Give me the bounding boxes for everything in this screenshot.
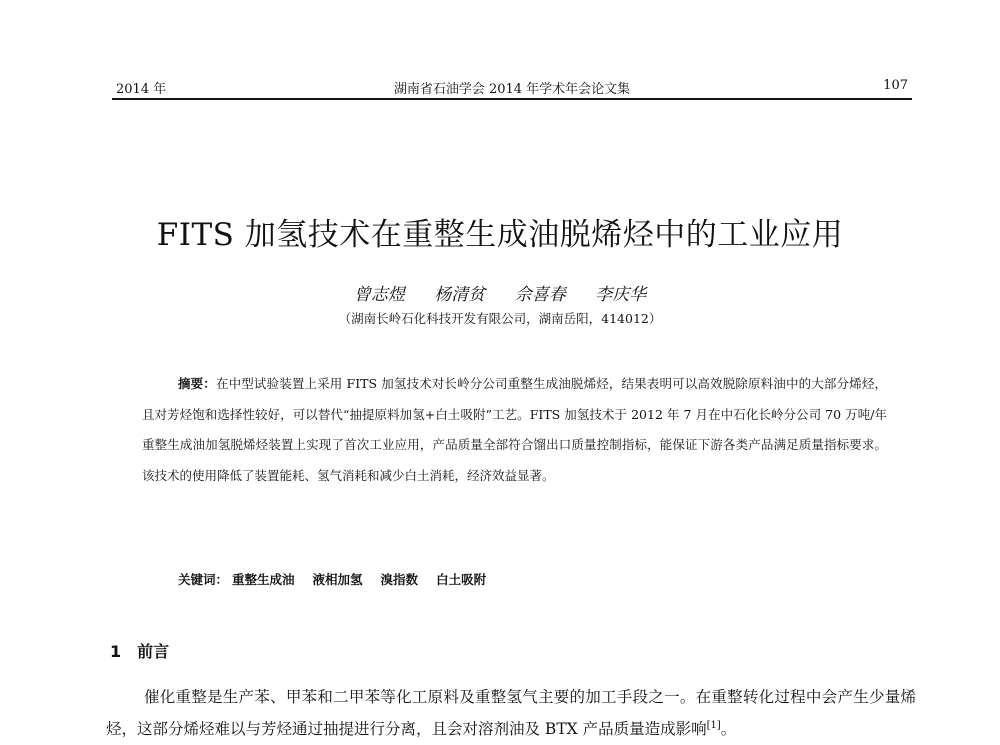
body-text: 催化重整是生产苯、甲苯和二甲苯等化工原料及重整氢气主要的加工手段之一。在重整转化过程中会产生少量烯烃，这部分烯烃难以与芳烃通过抽提进行分离，且会对溶剂油及 BTX 产品质量造成影响 (106, 688, 916, 738)
author-name: 杨清贫 (434, 285, 486, 305)
keywords (178, 570, 504, 588)
header-page-number: 107 (883, 78, 908, 93)
section-title: 前言 (137, 642, 170, 661)
author-name: 曾志煜 (353, 285, 405, 305)
body-text-end: 。 (720, 720, 737, 738)
author-name: 佘喜春 (514, 285, 566, 305)
author-name: 李庆华 (595, 285, 647, 305)
keyword: 溴指数 (380, 572, 419, 587)
header-year: 2014 年 (116, 82, 167, 97)
author-affiliation: （湖南长岭石化科技开发有限公司，湖南岳阳，414012） (338, 311, 662, 326)
citation-marker: [1] (706, 719, 721, 731)
keyword: 液相加氢 (312, 572, 363, 587)
paper-title: FITS 加氢技术在重整生成油脱烯烃中的工业应用 (156, 216, 844, 253)
header-journal-title: 湖南省石油学会 2014 年学术年会论文集 (393, 82, 631, 97)
keyword: 重整生成油 (232, 572, 295, 587)
abstract-text: 在中型试验装置上采用 FITS 加氢技术对长岭分公司重整生成油脱烯烃，结果表明可以高效脱除原料油中的大部分烯烃，且对芳烃饱和选择性较好，可以替代“抽提原料加氢+白土吸附”工艺。FITS 加氢技术于 2012 年 7 月在中石化长岭分公司 70 万吨/年重整生成油加氢脱烯烃装置上实现了首次工业应用，产品质量全部符合馏出口质量控制指标，能保证下游各类产品满足质量指标要求。该技术的使用降低了装置能耗、氢气消耗和减少白土消耗，经济效益显著。 (142, 376, 887, 483)
abstract (142, 369, 887, 491)
body-paragraph (106, 681, 916, 745)
abstract-label: 摘要： (178, 376, 216, 391)
section-number: 1 (110, 642, 122, 661)
author-list (0, 280, 1000, 305)
keyword: 白土吸附 (436, 572, 487, 587)
running-header (112, 78, 912, 100)
section-heading (110, 639, 169, 662)
keywords-label: 关键词： (178, 572, 229, 587)
